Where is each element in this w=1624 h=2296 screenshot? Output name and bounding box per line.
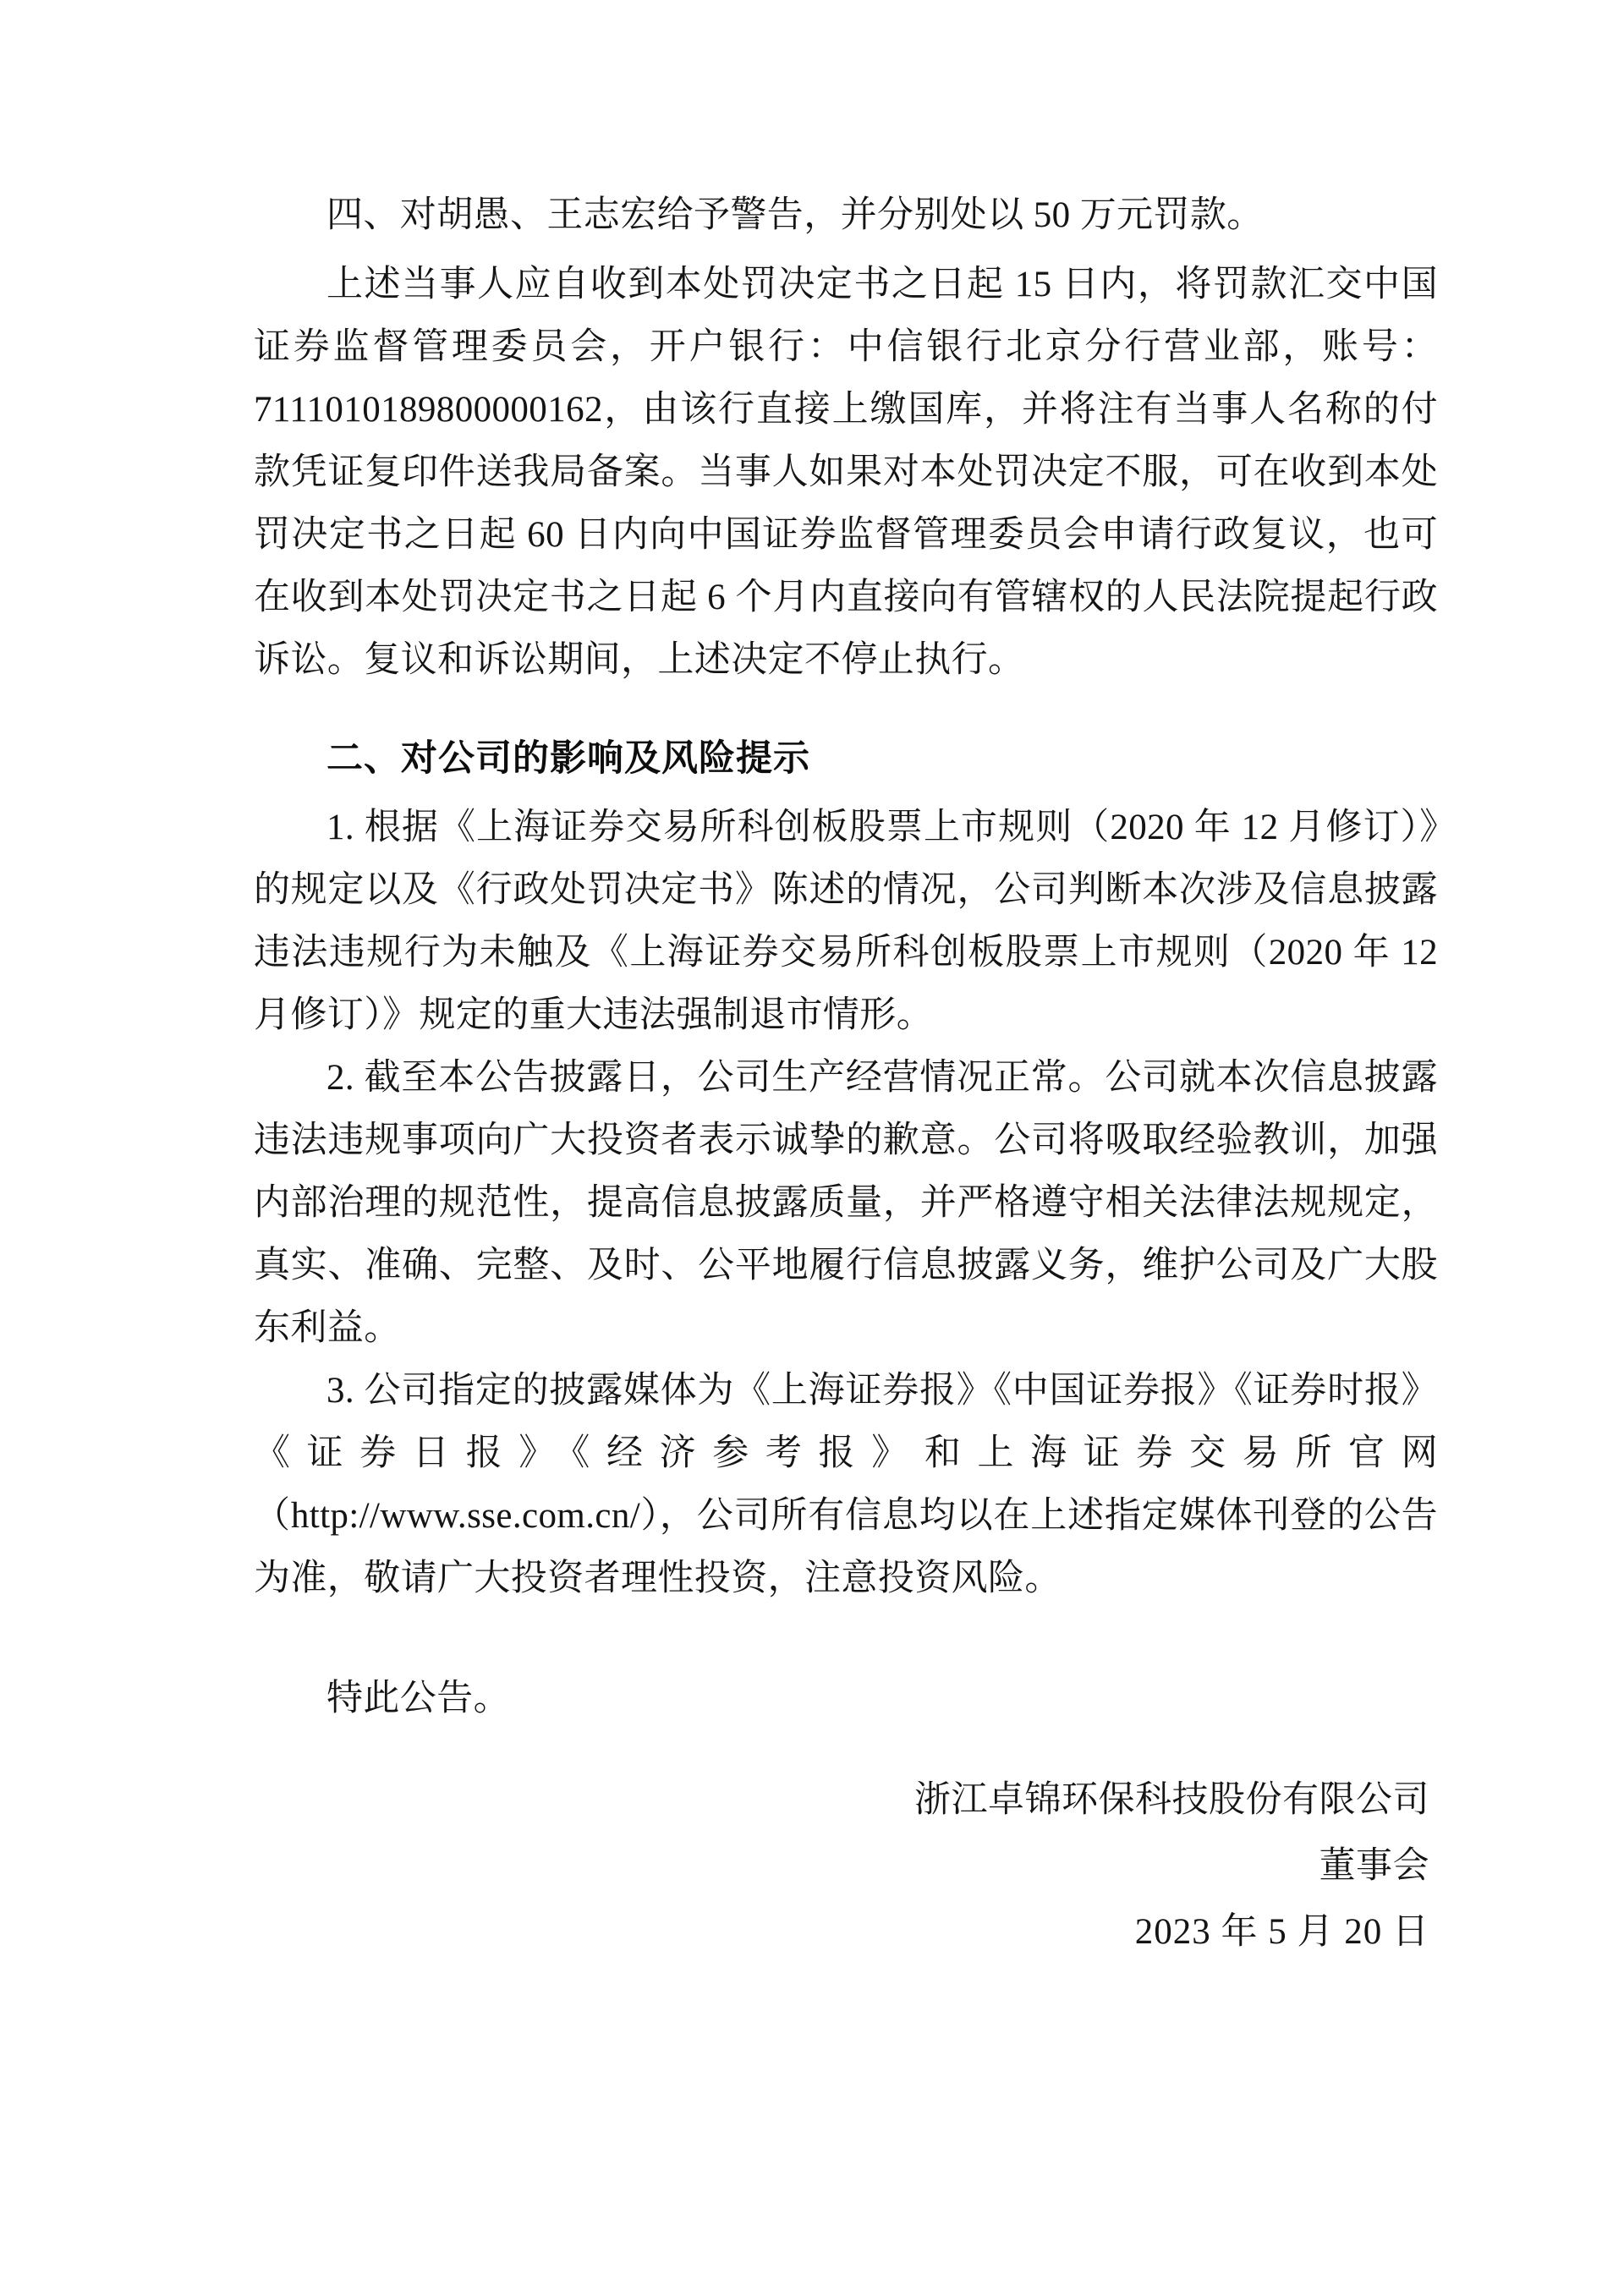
numbered-item-2: 2. 截至本公告披露日，公司生产经营情况正常。公司就本次信息披露违法违规事项向广大投资者表示诚挚的歉意。公司将吸取经验教训，加强内部治理的规范性，提高信息披露质量，并严格遵守相关法律法规规定，真实、准确、完整、及时、公平地履行信息披露义务，维护公司及广大股东利益。 (254, 1058, 1438, 1348)
signature-date: 2023 年 5 月 20 日 (1134, 1912, 1429, 1952)
spacer (254, 1610, 1438, 1668)
signature-board-of-directors: 董事会 (1319, 1846, 1429, 1886)
spacer (254, 790, 1438, 797)
signature-block (254, 1767, 1438, 1965)
document-body (254, 184, 1438, 1730)
spacer (254, 247, 1438, 254)
closing-statement: 特此公告。 (326, 1679, 510, 1718)
signature-company-name: 浙江卓锦环保科技股份有限公司 (914, 1780, 1429, 1820)
paragraph-item-four: 四、对胡愚、王志宏给予警告，并分别处以 50 万元罚款。 (326, 195, 1264, 235)
spacer (254, 692, 1438, 727)
section-heading-impact-and-risk: 二、对公司的影响及风险提示 (326, 738, 810, 779)
numbered-item-1: 1. 根据《上海证券交易所科创板股票上市规则（2020 年 12 月修订）》的规定以及《行政处罚决定书》陈述的情况，公司判断本次涉及信息披露违法违规行为未触及《上海证券交易所科创板股票上市规则（2020 年 12 月修订）》规定的重大违法强制退市情形。 (254, 808, 1438, 1035)
paragraph-payment-instructions: 上述当事人应自收到本处罚决定书之日起 15 日内，将罚款汇交中国证券监督管理委员会，开户银行：中信银行北京分行营业部，账号：7111010189800000162，由该行直接上缴国库，并将注有当事人名称的付款凭证复印件送我局备案。当事人如果对本处罚决定不服，可在收到本处罚决定书之日起 60 日内向中国证券监督管理委员会申请行政复议，也可在收到本处罚决定书之日起 6 个月内直接向有管辖权的人民法院提起行政诉讼。复议和诉讼期间，上述决定不停止执行。 (254, 265, 1438, 680)
numbered-item-3: 3. 公司指定的披露媒体为《上海证券报》《中国证券报》《证券时报》《证券日报》《经济参考报》和上海证券交易所官网（http://www.sse.com.cn/），公司所有信息均以在上述指定媒体刊登的公告为准，敬请广大投资者理性投资，注意投资风险。 (254, 1371, 1438, 1598)
